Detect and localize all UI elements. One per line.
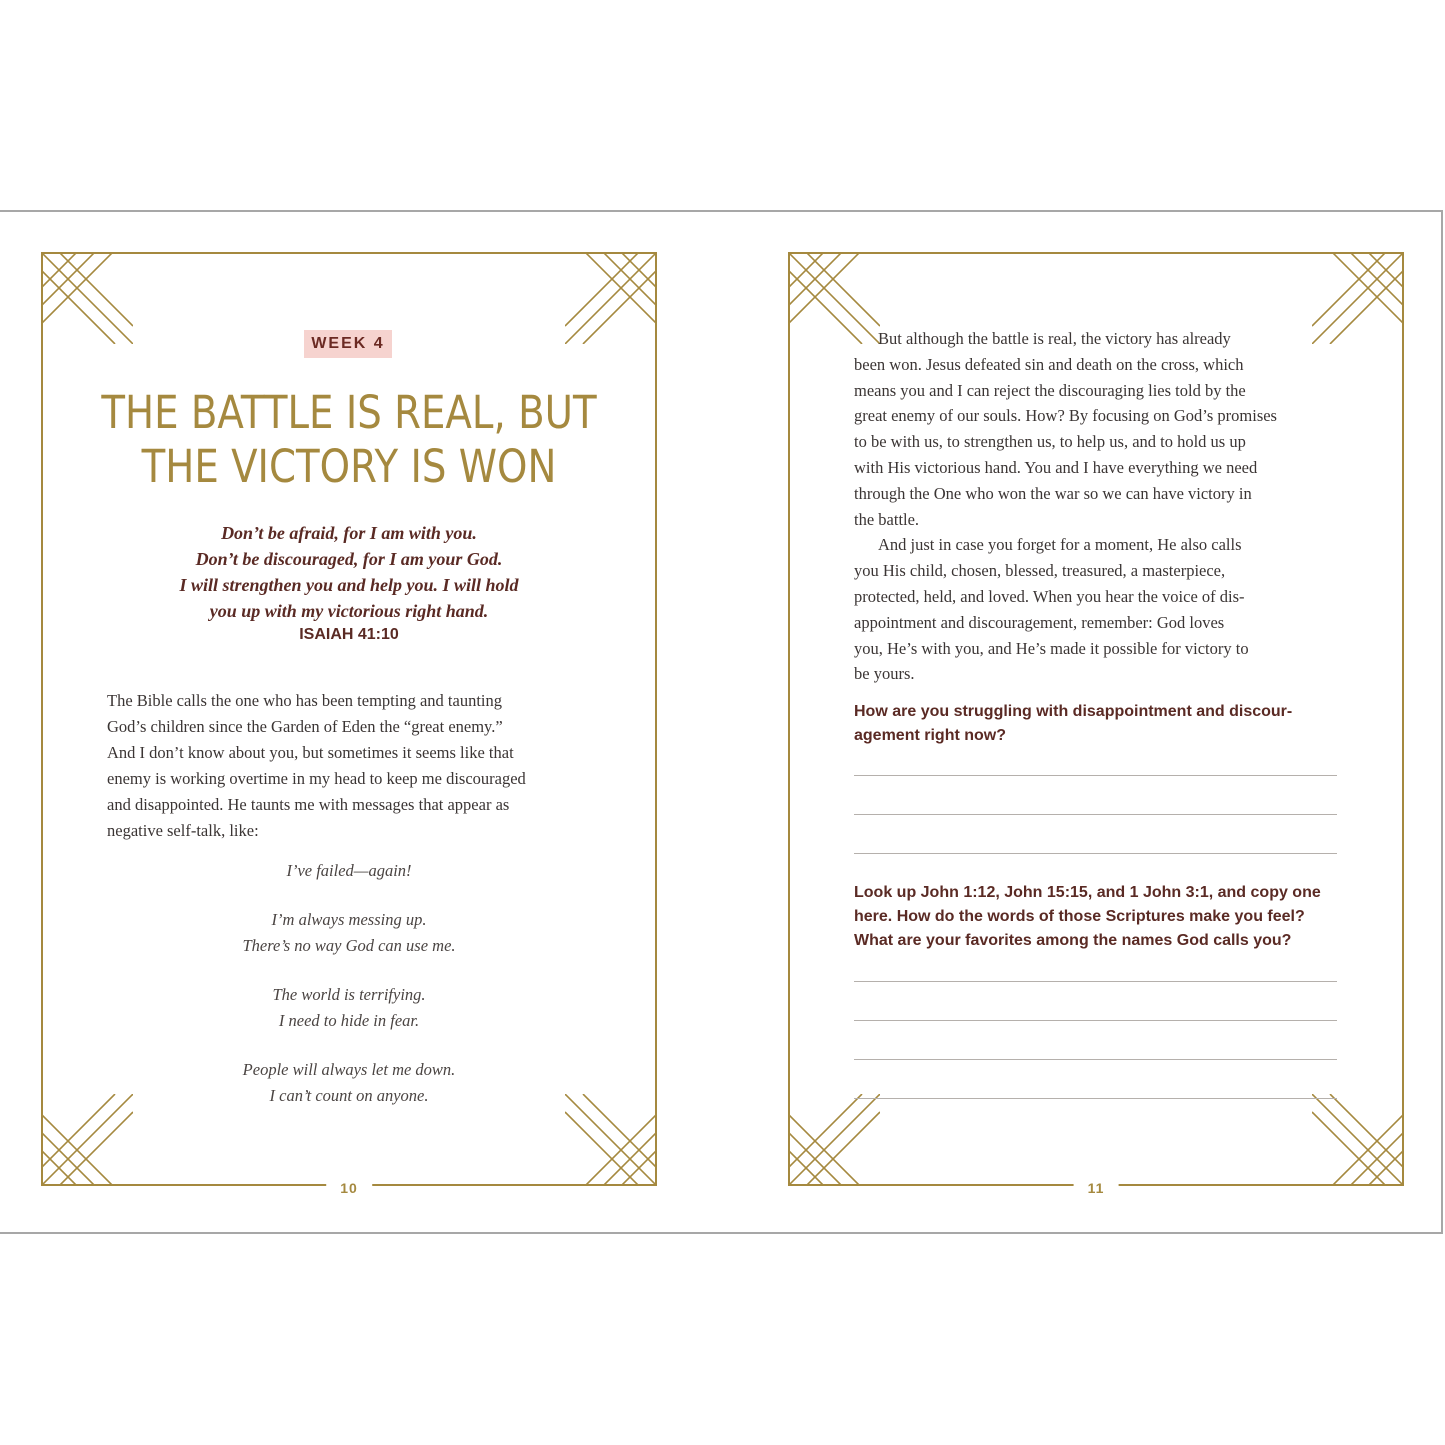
writing-line[interactable]: [854, 814, 1337, 815]
body-paragraph: [854, 326, 1340, 687]
body-line: And just in case you forget for a moment, He also calls: [878, 535, 1242, 555]
self-talk-line: I’ve failed—again!: [286, 861, 412, 880]
self-talk-group: [60, 982, 638, 1034]
chapter-title: [100, 386, 597, 494]
question-line: What are your favorites among the names God calls you?: [854, 932, 1292, 949]
writing-line[interactable]: [854, 1098, 1337, 1099]
writing-line[interactable]: [854, 853, 1337, 854]
body-line: The Bible calls the one who has been tempting and taunting: [107, 691, 502, 710]
body-line: appointment and discouragement, remember: God loves: [854, 612, 1225, 632]
corner-ornament-icon: [565, 252, 657, 344]
body-line: negative self-talk, like:: [107, 821, 259, 840]
page-number: 11: [1074, 1180, 1119, 1196]
self-talk-group: [60, 858, 638, 884]
body-line: And I don’t know about you, but sometimes it seems like that: [107, 743, 514, 762]
question-line: agement right now?: [854, 727, 1006, 744]
scripture-line: I will strengthen you and help you. I will hold: [179, 575, 519, 595]
body-line: protected, held, and loved. When you hear the voice of dis-: [854, 586, 1245, 606]
scripture-line: Don’t be afraid, for I am with you.: [221, 523, 477, 543]
reflection-question: [854, 881, 1340, 953]
self-talk-line: I can’t count on anyone.: [269, 1086, 429, 1105]
self-talk-group: [60, 907, 638, 959]
body-line: the battle.: [854, 509, 920, 529]
body-line: means you and I can reject the discouraging lies told by the: [854, 380, 1246, 400]
corner-ornament-icon: [788, 1094, 880, 1186]
self-talk-line: There’s no way God can use me.: [242, 936, 456, 955]
self-talk-line: People will always let me down.: [242, 1060, 456, 1079]
body-line: through the One who won the war so we can have victory in: [854, 483, 1252, 503]
reflection-question: [854, 700, 1340, 748]
body-line: been won. Jesus defeated sin and death on the cross, which: [854, 354, 1244, 374]
body-line: and disappointed. He taunts me with messages that appear as: [107, 795, 510, 814]
self-talk-line: The world is terrifying.: [272, 985, 426, 1004]
question-line: here. How do the words of those Scriptures make you feel?: [854, 908, 1305, 925]
self-talk-line: I need to hide in fear.: [278, 1011, 420, 1030]
body-line: God’s children since the Garden of Eden the “great enemy.”: [107, 717, 503, 736]
body-line: enemy is working overtime in my head to keep me discouraged: [107, 769, 526, 788]
self-talk-line: I’m always messing up.: [271, 910, 427, 929]
writing-line[interactable]: [854, 775, 1337, 776]
chapter-title-line: THE BATTLE IS REAL, BUT: [101, 386, 597, 439]
body-line: you His child, chosen, blessed, treasured, a masterpiece,: [854, 561, 1226, 581]
body-line: But although the battle is real, the victory has already: [878, 329, 1231, 348]
body-line: be yours.: [854, 664, 915, 684]
corner-ornament-icon: [41, 252, 133, 344]
corner-ornament-icon: [1312, 1094, 1404, 1186]
page-number: 10: [326, 1180, 372, 1196]
chapter-title-line: THE VICTORY IS WON: [141, 440, 557, 493]
question-line: How are you struggling with disappointment and discour-: [854, 703, 1293, 720]
self-talk-group: [60, 1057, 638, 1109]
body-line: with His victorious hand. You and I have everything we need: [854, 457, 1258, 477]
scripture-reference: ISAIAH 41:10: [299, 626, 399, 643]
scripture-line: Don’t be discouraged, for I am your God.: [195, 549, 503, 569]
body-line: you, He’s with you, and He’s made it possible for victory to: [854, 638, 1249, 658]
writing-line[interactable]: [854, 981, 1337, 982]
week-badge: WEEK 4: [304, 330, 392, 358]
body-line: great enemy of our souls. How? By focusing on God’s promises: [854, 406, 1277, 426]
scripture-quote: [60, 520, 638, 624]
scripture-line: you up with my victorious right hand.: [209, 601, 489, 621]
writing-line[interactable]: [854, 1059, 1337, 1060]
question-line: Look up John 1:12, John 15:15, and 1 John 3:1, and copy one: [854, 884, 1321, 901]
writing-line[interactable]: [854, 1020, 1337, 1021]
body-line: to be with us, to strengthen us, to help us, and to hold us up: [854, 432, 1246, 452]
body-paragraph: [107, 688, 607, 844]
